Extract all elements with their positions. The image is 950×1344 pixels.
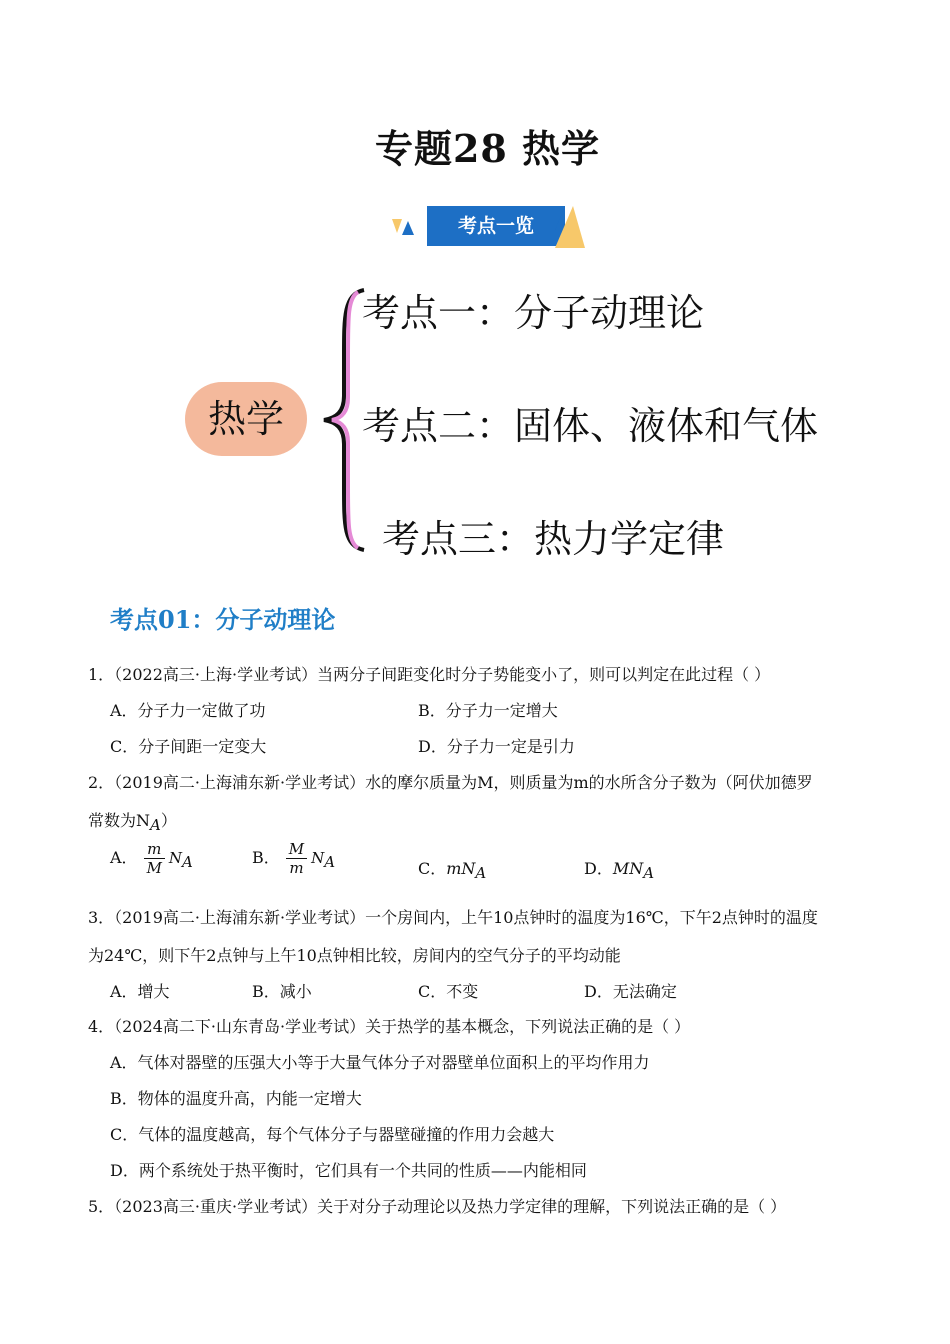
question-4-option-c: C．气体的温度越高，每个气体分子与器壁碰撞的作用力会越大 (110, 1125, 555, 1144)
badge-accent-icon (555, 206, 585, 248)
question-4-option-a: A．气体对器壁的压强大小等于大量气体分子对器壁单位面积上的平均作用力 (110, 1053, 650, 1072)
mindmap-item-2: 考点二：固体、液体和气体 (362, 404, 819, 448)
question-1-option-a: A．分子力一定做了功 (110, 701, 266, 720)
question-3-option-c: C．不变 (418, 982, 479, 1001)
question-4-stem: 4．（2024高二下·山东青岛·学业考试）关于热学的基本概念，下列说法正确的是（ ） (88, 1017, 691, 1036)
mindmap-center: 热学 (185, 382, 307, 456)
question-3-stem-line2: 为24℃，则下午2点钟与上午10点钟相比较，房间内的空气分子的平均动能 (88, 946, 621, 965)
question-3-stem-line1: 3．（2019高二·上海浦东新·学业考试）一个房间内，上午10点钟时的温度为16℃，下午2点钟时的温度 (88, 908, 818, 927)
question-1-option-d: D．分子力一定是引力 (418, 737, 575, 756)
page-title: 专题28 热学 (374, 126, 601, 171)
mindmap-item-1: 考点一：分子动理论 (362, 291, 705, 335)
question-2-option-b: B． $\frac{M}{m}$ $N_A$ (252, 840, 336, 877)
question-2-option-d: D．$MN_A$ (584, 859, 655, 883)
section-heading: 考点01：分子动理论 (110, 605, 336, 634)
question-2-option-c: C．$mN_A$ (418, 859, 487, 883)
question-1-option-c: C．分子间距一定变大 (110, 737, 267, 756)
question-1-stem: 1．（2022高三·上海·学业考试）当两分子间距变化时分子势能变小了，则可以判定在此过程（ ） (88, 665, 771, 684)
question-5-stem: 5．（2023高三·重庆·学业考试）关于对分子动理论以及热力学定律的理解，下列说法正确的是（ ） (88, 1197, 787, 1216)
mindmap-item-3: 考点三：热力学定律 (382, 517, 725, 561)
question-3-option-d: D．无法确定 (584, 982, 677, 1001)
question-2-option-a: A． $\frac{m}{M}$ $N_A$ (110, 840, 193, 877)
question-3-option-a: A．增大 (110, 982, 170, 1001)
section-badge: 考点一览 (427, 206, 565, 246)
question-4-option-d: D．两个系统处于热平衡时，它们具有一个共同的性质——内能相同 (110, 1161, 587, 1180)
question-3-option-b: B．减小 (252, 982, 312, 1001)
curly-brace-icon (318, 286, 368, 554)
question-2-stem-line1: 2．（2019高二·上海浦东新·学业考试）水的摩尔质量为M，则质量为m的水所含分子数为（阿伏加德罗 (88, 773, 813, 792)
question-2-stem-line2: 常数为$N_A$） (88, 811, 177, 835)
question-4-option-b: B．物体的温度升高，内能一定增大 (110, 1089, 362, 1108)
triangle-decoration-icon (392, 217, 418, 237)
question-1-option-b: B．分子力一定增大 (418, 701, 558, 720)
